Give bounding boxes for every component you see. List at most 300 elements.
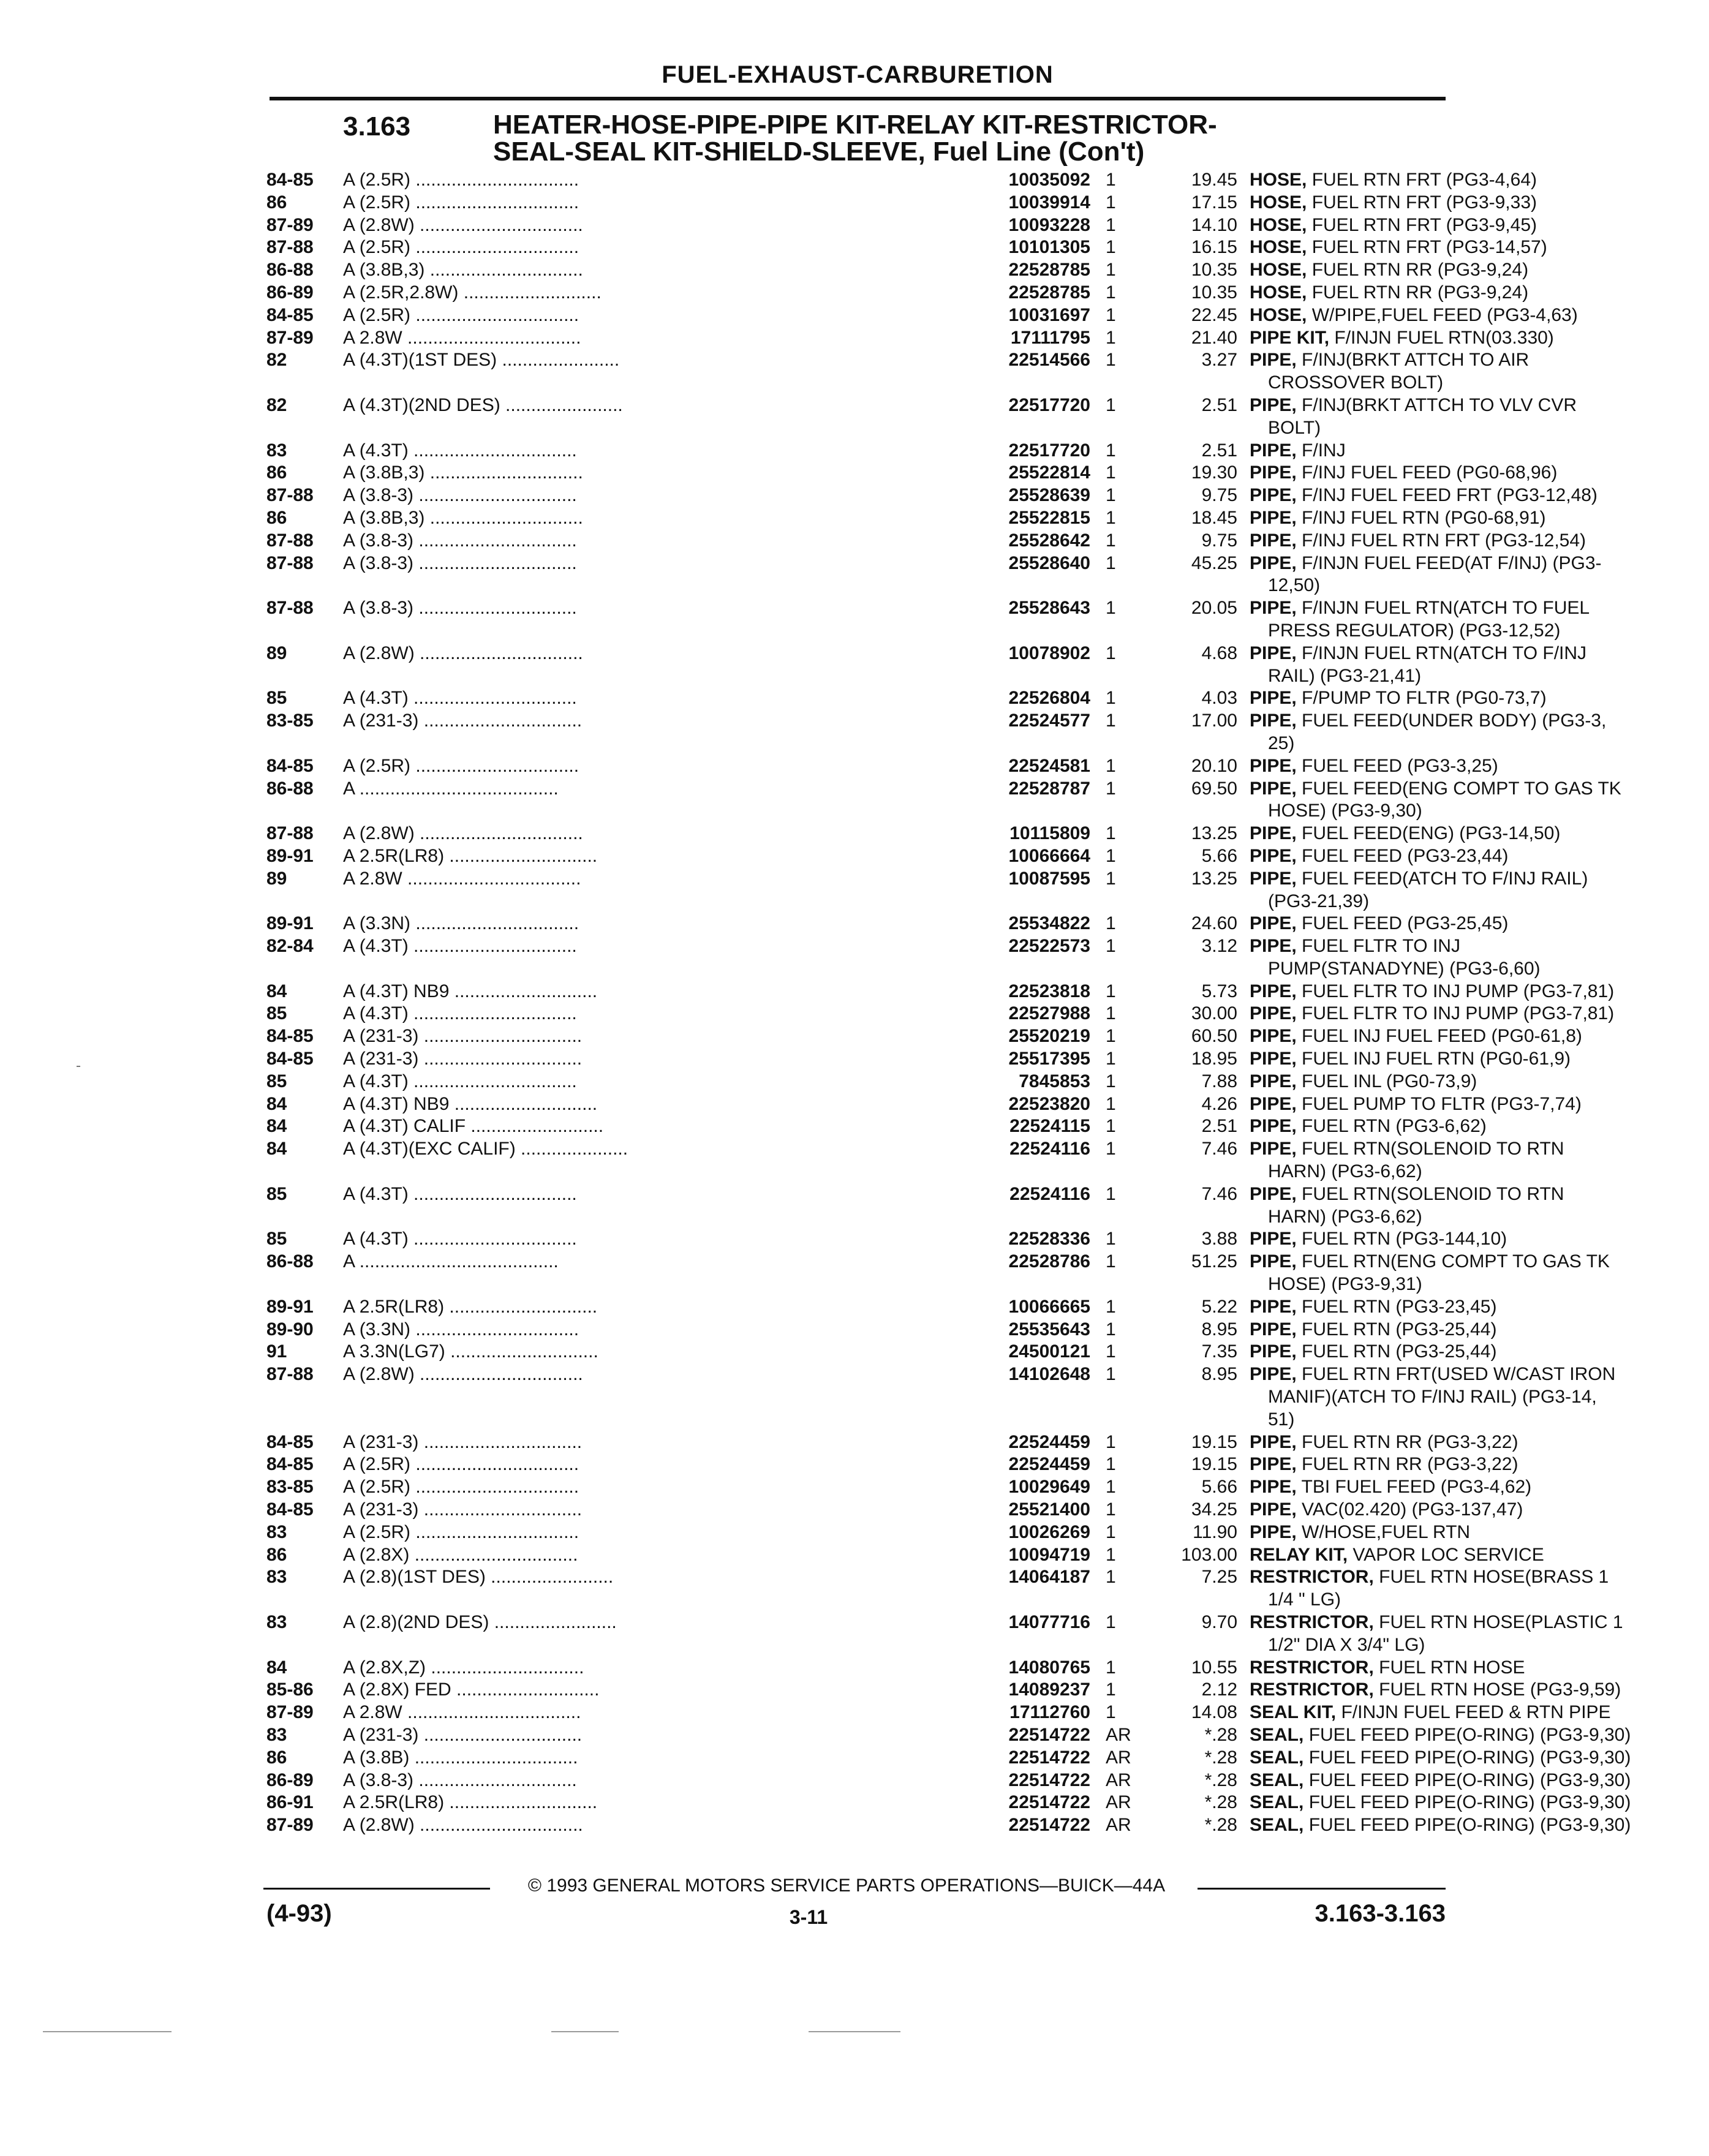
year-range: 85 [266,1229,287,1250]
application: A (4.3T) ................................ [343,1229,577,1250]
parts-row [263,1003,1615,1025]
price: 5.22 [1201,1296,1237,1317]
price: 18.95 [1191,1049,1237,1069]
description-text: F/INJN FUEL RTN(ATCH TO F/INJ [1296,643,1587,663]
quantity: 1 [1106,778,1116,799]
parts-row [263,1025,1582,1048]
description-keyword: PIPE, [1250,913,1297,934]
quantity: 1 [1106,1702,1116,1723]
price: 24.60 [1191,913,1237,934]
price: 7.35 [1201,1341,1237,1362]
description-keyword: HOSE, [1250,170,1307,190]
part-number: 25534822 [1008,913,1090,934]
application: A (3.8-3) ............................... [343,530,577,551]
description [1250,1048,1691,1071]
part-number: 25520219 [1008,1026,1090,1047]
part-number: 10029649 [1008,1477,1090,1498]
description-keyword: PIPE, [1250,1116,1297,1137]
description [1250,1363,1691,1386]
price: *.28 [1204,1792,1237,1813]
parts-row [263,1770,1631,1792]
description-text: F/INJ FUEL RTN (PG0-68,91) [1296,507,1546,528]
year-range: 82 [266,350,287,371]
description-text: F/INJN FUEL RTN(03.330) [1329,327,1554,348]
parts-row [263,981,1615,1003]
price: *.28 [1204,1747,1237,1768]
year-range: 87-89 [266,327,314,348]
description-keyword: PIPE, [1250,598,1297,619]
description-text: FUEL RTN HOSE [1373,1657,1525,1678]
parts-row-continuation [263,620,1561,643]
quantity: 1 [1106,1229,1116,1250]
description [1250,1611,1691,1634]
description [1250,913,1691,935]
description-keyword: PIPE, [1250,755,1297,776]
description-continuation: 25) [1268,733,1295,753]
year-range: 84 [266,1139,287,1159]
price: 9.75 [1201,485,1237,506]
parts-row-continuation [263,1409,1452,1431]
price: 19.30 [1191,462,1237,483]
part-number: 22528785 [1008,282,1090,303]
quantity: 1 [1106,304,1116,325]
description [1250,282,1691,304]
year-range: 85 [266,1183,287,1204]
description-text: FUEL RTN RR (PG3-3,22) [1296,1454,1518,1475]
price: 17.00 [1191,710,1237,731]
part-number: 22522573 [1008,936,1090,957]
price: 5.66 [1201,1477,1237,1498]
parts-row [263,259,1529,282]
description-text: FUEL FEED PIPE(O-RING) (PG3-9,30) [1303,1770,1631,1790]
description [1250,1544,1691,1567]
quantity: AR [1106,1747,1131,1768]
quantity: 1 [1106,1026,1116,1047]
part-number: 25528643 [1008,598,1090,619]
application: A (231-3) ............................... [343,1026,583,1047]
description [1250,778,1691,801]
year-range: 82-84 [266,936,314,957]
application: A (2.5R) ................................ [343,192,579,213]
description-text: FUEL RTN FRT (PG3-4,64) [1307,170,1537,190]
quantity: 1 [1106,1003,1116,1024]
description [1250,643,1691,665]
price: 10.35 [1191,260,1237,281]
price: 20.10 [1191,755,1237,776]
description-text: F/INJ(BRKT ATTCH TO VLV CVR [1296,394,1577,415]
price: 2.51 [1201,1116,1237,1137]
price: 19.15 [1191,1454,1237,1475]
quantity: 1 [1106,1341,1116,1362]
description-continuation: 1/4 " LG) [1268,1589,1341,1610]
description [1250,484,1691,507]
price: 16.15 [1191,237,1237,258]
parts-row [263,687,1547,710]
description [1250,304,1691,327]
price: 10.35 [1191,282,1237,303]
description-keyword: PIPE, [1250,778,1297,799]
price: 14.08 [1191,1702,1237,1723]
year-range: 84-85 [266,1049,314,1069]
part-number: 17112760 [1009,1702,1090,1723]
description-text: F/INJ [1296,440,1346,461]
description [1250,1679,1691,1702]
price: 5.66 [1201,845,1237,866]
part-number: 10026269 [1008,1521,1090,1542]
description-keyword: PIPE, [1250,1477,1297,1498]
price: 3.88 [1201,1229,1237,1250]
quantity: 1 [1106,1296,1116,1317]
year-range: 84 [266,981,287,1001]
price: 21.40 [1191,327,1237,348]
parts-row-continuation [263,1634,1452,1657]
part-number: 22524577 [1008,710,1090,731]
parts-row [263,1319,1497,1341]
description [1250,1453,1691,1476]
year-range: 84 [266,1657,287,1678]
price: 10.55 [1191,1657,1237,1678]
price: 9.70 [1201,1612,1237,1632]
year-range: 86 [266,1747,287,1768]
description-keyword: HOSE, [1250,260,1307,281]
application: A (4.3T) ................................ [343,688,577,709]
description-keyword: PIPE, [1250,1071,1297,1091]
description [1250,1138,1691,1161]
description-text: FUEL FEED (PG3-25,45) [1296,913,1509,934]
description [1250,327,1691,350]
application: A (4.3T) ................................ [343,440,577,461]
description-continuation: BOLT) [1268,417,1321,438]
description-text: VAPOR LOC SERVICE [1348,1544,1544,1565]
description-text: FUEL FEED (PG3-3,25) [1296,755,1498,776]
description [1250,552,1691,575]
description-text: FUEL FEED(ATCH TO F/INJ RAIL) [1296,868,1588,889]
description [1250,1251,1691,1273]
description-keyword: PIPE, [1250,710,1297,731]
part-number: 22528787 [1008,778,1090,799]
parts-row-continuation [263,958,1541,981]
part-number: 10094719 [1008,1544,1090,1565]
application: A 2.5R(LR8) ............................. [343,1296,598,1317]
description-continuation: HARN) (PG3-6,62) [1268,1161,1422,1182]
parts-row [263,1724,1631,1747]
description [1250,1228,1691,1251]
quantity: 1 [1106,327,1116,348]
description-keyword: PIPE, [1250,1364,1297,1385]
quantity: 1 [1106,755,1116,776]
parts-row-continuation [263,417,1452,440]
parts-row [263,1679,1621,1702]
description [1250,1657,1691,1679]
application: A (3.8B) ................................ [343,1747,578,1768]
year-range: 91 [266,1341,287,1362]
description-continuation: 51) [1268,1409,1295,1430]
part-number: 25528640 [1008,552,1090,573]
parts-row-continuation [263,665,1452,688]
quantity: 1 [1106,1454,1116,1475]
price: 2.12 [1201,1679,1237,1700]
description-text: FUEL RTN FRT (PG3-9,33) [1307,192,1537,213]
description-text: FUEL RTN RR (PG3-9,24) [1307,282,1529,303]
price: 19.45 [1191,170,1237,190]
price: 8.95 [1201,1364,1237,1385]
application: A (231-3) ............................... [343,1049,583,1069]
parts-row [263,484,1598,507]
part-number: 10035092 [1008,170,1090,190]
parts-row [263,643,1587,665]
parts-row [263,1251,1610,1273]
parts-row-continuation [263,575,1452,597]
part-number: 22523818 [1008,981,1090,1001]
application: A (3.8-3) ............................... [343,598,577,619]
description-text: FUEL FEED PIPE(O-RING) (PG3-9,30) [1303,1815,1631,1836]
description-continuation: HARN) (PG3-6,62) [1268,1206,1422,1227]
description-keyword: PIPE, [1250,440,1297,461]
description-text: FUEL FEED PIPE(O-RING) (PG3-9,30) [1303,1747,1631,1768]
description-keyword: RESTRICTOR, [1250,1612,1374,1632]
price: *.28 [1204,1815,1237,1836]
description-text: FUEL FLTR TO INJ [1296,936,1460,957]
quantity: 1 [1106,394,1116,415]
part-number: 22517720 [1008,394,1090,415]
quantity: AR [1106,1724,1131,1745]
description [1250,1724,1691,1747]
parts-row [263,1341,1497,1363]
description-keyword: HOSE, [1250,214,1307,235]
price: 103.00 [1181,1544,1237,1565]
quantity: 1 [1106,1499,1116,1520]
year-range: 86 [266,507,287,528]
quantity: 1 [1106,1612,1116,1632]
application: A 2.8W .................................. [343,327,581,348]
description [1250,1183,1691,1206]
description [1250,530,1691,552]
part-number: 14089237 [1008,1679,1090,1700]
price: 51.25 [1191,1251,1237,1272]
description [1250,1115,1691,1138]
description [1250,192,1691,214]
description-keyword: PIPE, [1250,1251,1297,1272]
description-text: FUEL RTN HOSE(BRASS 1 [1373,1567,1609,1588]
parts-row [263,462,1558,484]
part-number: 25522814 [1008,462,1090,483]
price: 2.51 [1201,440,1237,461]
price: 60.50 [1191,1026,1237,1047]
parts-list [263,169,1631,1837]
application: A 2.8W .................................. [343,1702,581,1723]
reference-range: 3.163-3.163 [1315,1900,1446,1927]
description [1250,935,1691,958]
application: A (231-3) ............................... [343,710,583,731]
part-number: 22524459 [1008,1431,1090,1452]
parts-row [263,1702,1611,1724]
description [1250,1814,1691,1837]
description-text: FUEL FEED(UNDER BODY) (PG3-3, [1296,710,1607,731]
quantity: 1 [1106,1049,1116,1069]
description-continuation: MANIF)(ATCH TO F/INJ RAIL) (PG3-14, [1268,1387,1597,1408]
parts-row [263,327,1554,350]
description-keyword: SEAL, [1250,1815,1304,1836]
parts-row [263,1048,1571,1071]
price: 8.95 [1201,1319,1237,1340]
description-keyword: PIPE, [1250,462,1297,483]
price: 20.05 [1191,598,1237,619]
year-range: 85-86 [266,1679,314,1700]
description-continuation: HOSE) (PG3-9,31) [1268,1274,1422,1295]
description-text: F/INJ(BRKT ATTCH TO AIR [1296,350,1530,371]
year-range: 86-91 [266,1792,314,1813]
part-number: 22524459 [1008,1454,1090,1475]
parts-row [263,1453,1518,1476]
description-keyword: SEAL, [1250,1724,1304,1745]
description [1250,597,1691,620]
year-range: 83-85 [266,710,314,731]
description-keyword: PIPE, [1250,485,1297,506]
description-keyword: PIPE, [1250,1341,1297,1362]
quantity: AR [1106,1770,1131,1790]
application: A (4.3T) NB9 ............................ [343,1093,598,1114]
application: A (3.8-3) ............................... [343,1770,577,1790]
application: A (2.5R) ................................ [343,237,579,258]
parts-row [263,1611,1623,1634]
parts-row [263,1792,1631,1814]
year-range: 84-85 [266,1454,314,1475]
price: 13.25 [1191,823,1237,844]
year-range: 89-90 [266,1319,314,1340]
price: 45.25 [1191,552,1237,573]
description-text: FUEL FEED(ENG) (PG3-14,50) [1296,823,1561,844]
description-keyword: PIPE, [1250,643,1297,663]
part-number: 25522815 [1008,507,1090,528]
description-text: FUEL INJ FUEL RTN (PG0-61,9) [1296,1049,1571,1069]
application: A (2.8W) ................................ [343,1815,583,1836]
parts-row-continuation [263,372,1452,394]
application: A (4.3T)(1ST DES) ....................... [343,350,620,371]
description-text: FUEL RTN (PG3-25,44) [1296,1341,1497,1362]
parts-row [263,868,1588,891]
date-code: (4-93) [266,1900,332,1927]
application: A (3.3N) ................................ [343,913,579,934]
quantity: 1 [1106,485,1116,506]
description-keyword: PIPE, [1250,981,1297,1001]
part-number: 10031697 [1008,304,1090,325]
description-keyword: PIPE, [1250,1454,1297,1475]
quantity: 1 [1106,507,1116,528]
description-text: FUEL RTN HOSE(PLASTIC 1 [1373,1612,1623,1632]
description-keyword: SEAL KIT, [1250,1702,1337,1723]
parts-row [263,1431,1518,1454]
year-range: 85 [266,1003,287,1024]
price: 13.25 [1191,868,1237,889]
quantity: 1 [1106,598,1116,619]
year-range: 89-91 [266,1296,314,1317]
description-keyword: HOSE, [1250,192,1307,213]
parts-row [263,1566,1609,1589]
quantity: 1 [1106,845,1116,866]
parts-row [263,1115,1487,1138]
application: A (231-3) ............................... [343,1724,583,1745]
part-number: 22514722 [1008,1815,1090,1836]
description [1250,1319,1691,1341]
parts-row-continuation [263,1386,1597,1409]
quantity: 1 [1106,1657,1116,1678]
parts-row [263,935,1460,958]
part-number: 22528786 [1008,1251,1090,1272]
application: A (231-3) ............................... [343,1499,583,1520]
description-text: FUEL RTN(ENG COMPT TO GAS TK [1296,1251,1610,1272]
application: A (2.5R,2.8W) ........................... [343,282,602,303]
year-range: 84-85 [266,755,314,776]
application: A (2.5R) ................................ [343,170,579,190]
description [1250,1003,1691,1025]
description-keyword: PIPE, [1250,1139,1297,1159]
price: 30.00 [1191,1003,1237,1024]
application: A 3.3N(LG7) ............................. [343,1341,598,1362]
description-keyword: PIPE, [1250,1229,1297,1250]
parts-row [263,1814,1631,1837]
quantity: 1 [1106,1567,1116,1588]
parts-row-continuation [263,891,1452,913]
quantity: 1 [1106,214,1116,235]
part-number: 22517720 [1008,440,1090,461]
description [1250,823,1691,845]
description [1250,755,1691,778]
description-keyword: PIPE, [1250,552,1297,573]
quantity: 1 [1106,1477,1116,1498]
description-continuation: 12,50) [1268,575,1321,596]
description [1250,236,1691,259]
price: 3.12 [1201,936,1237,957]
parts-row [263,236,1547,259]
price: 4.03 [1201,688,1237,709]
parts-row [263,1296,1497,1319]
parts-row [263,169,1537,192]
quantity: 1 [1106,643,1116,663]
part-number: 10115809 [1009,823,1090,844]
year-range: 87-89 [266,1702,314,1723]
description-keyword: PIPE, [1250,530,1297,551]
description [1250,1093,1691,1116]
scan-artifact [77,1066,80,1067]
year-range: 83 [266,1724,287,1745]
application: A 2.5R(LR8) ............................. [343,1792,598,1813]
year-range: 83 [266,440,287,461]
description-text: FUEL FLTR TO INJ PUMP (PG3-7,81) [1296,981,1615,1001]
part-number: 25535643 [1008,1319,1090,1340]
part-number: 14064187 [1008,1567,1090,1588]
quantity: 1 [1106,1251,1116,1272]
quantity: 1 [1106,688,1116,709]
running-head: FUEL-EXHAUST-CARBURETION [662,61,1054,88]
part-number: 22524581 [1008,755,1090,776]
description-keyword: PIPE, [1250,1296,1297,1317]
description-text: F/PUMP TO FLTR (PG0-73,7) [1296,688,1547,709]
year-range: 84-85 [266,1026,314,1047]
description-continuation: 1/2" DIA X 3/4" LG) [1268,1634,1425,1655]
parts-row-continuation [263,1273,1452,1296]
quantity: 1 [1106,462,1116,483]
quantity: 1 [1106,1116,1116,1137]
year-range: 85 [266,1071,287,1091]
application: A (2.5R) ................................ [343,304,579,325]
year-range: 83 [266,1612,287,1632]
year-range: 87-88 [266,598,314,619]
part-number: 14102648 [1008,1364,1090,1385]
quantity: 1 [1106,1431,1116,1452]
parts-row-continuation [263,1206,1452,1229]
price: 2.51 [1201,394,1237,415]
year-range: 89 [266,643,287,663]
